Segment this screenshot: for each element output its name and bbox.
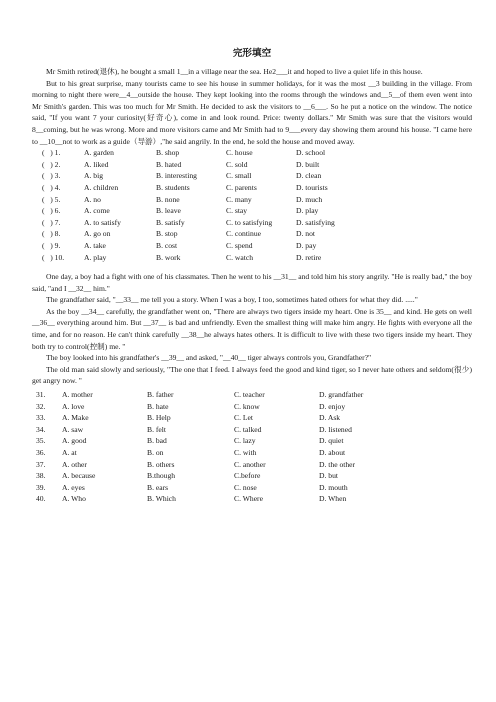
question-row — [42, 240, 376, 252]
option-b: B. felt — [147, 424, 166, 434]
option-a: A. to satisfy — [84, 217, 121, 227]
answer-bracket: ( ) — [42, 240, 55, 250]
option-c: C. with — [234, 448, 257, 457]
option-a: A. no — [84, 194, 101, 204]
question-number-label: 1. — [54, 148, 61, 158]
question-number — [36, 470, 62, 482]
option-c: C. talked — [234, 424, 262, 434]
option-b: B. none — [156, 194, 180, 204]
option-c: C. sold — [226, 159, 248, 169]
option-c: C. watch — [226, 252, 253, 262]
answer-bracket: ( ) — [42, 252, 55, 262]
option-d: D. not — [296, 229, 315, 239]
option-d: D. retire — [296, 252, 322, 262]
question-number-label: 35. — [36, 436, 46, 446]
question-row — [42, 182, 376, 194]
question-number — [36, 435, 62, 447]
question-number — [42, 159, 84, 171]
option-c: C. another — [234, 459, 266, 469]
question-number-label: 32. — [36, 401, 46, 411]
passage-one — [32, 66, 472, 147]
passage-paragraph: The grandfather said, "__33__ me tell you a story. When I was a boy, I too, sometimes hated others for what they did. ....." — [46, 295, 418, 305]
question-number-label: 37. — [36, 459, 46, 469]
question-number-label: 40. — [36, 494, 46, 504]
option-c: C. spend — [226, 240, 253, 250]
option-d: D. play — [296, 206, 319, 216]
question-row — [36, 435, 399, 447]
option-b: B. Which — [147, 494, 176, 504]
option-c: C. parents — [226, 182, 257, 192]
question-number-label: 33. — [36, 413, 46, 423]
option-c: C. small — [226, 171, 252, 181]
option-a: A. go on — [84, 229, 111, 239]
question-row — [36, 412, 399, 424]
option-b: B. father — [147, 390, 174, 400]
option-d: D. much — [296, 194, 323, 204]
answer-bracket: ( ) — [42, 148, 55, 158]
option-a: A. love — [62, 401, 85, 411]
passage-two — [32, 271, 472, 387]
passage-paragraph: Mr Smith retired(退休), he bought a small 1__in a village near the sea. He2___it and hoped to live a quiet life in this house. — [46, 67, 423, 76]
question-row — [42, 194, 376, 206]
option-b: B.though — [147, 471, 176, 481]
passage-paragraph: The boy looked into his grandfather's __39__ and asked, "__40__ tiger always controls you, Grandfather?" — [46, 353, 372, 363]
question-row — [36, 447, 399, 459]
question-row — [36, 459, 399, 471]
option-c: C. Where — [234, 494, 263, 504]
option-c: C. continue — [226, 229, 262, 239]
question-number-label: 36. — [36, 448, 46, 457]
question-row — [42, 228, 376, 240]
question-number — [42, 228, 84, 240]
question-number — [42, 240, 84, 252]
option-d: D. listened — [319, 424, 352, 434]
options-table-one — [42, 147, 376, 263]
question-number-label: 3. — [54, 171, 61, 181]
option-a: A. mother — [62, 390, 93, 400]
question-number — [36, 482, 62, 494]
option-c: C. house — [226, 148, 253, 158]
passage-paragraph: One day, a boy had a fight with one of his classmates. Then he went to his __31__ and told him his story angrily. "He is really bad," the boy said, "and I __32__ him." — [32, 272, 472, 293]
option-c: C. nose — [234, 482, 257, 492]
option-a: A. liked — [84, 159, 109, 169]
option-b: B. cost — [156, 240, 178, 250]
question-number — [36, 389, 62, 401]
option-b: B. interesting — [156, 171, 197, 181]
option-a: A. other — [62, 459, 87, 469]
passage-paragraph: As the boy __34__ carefully, the grandfather went on, "There are always two tigers inside my heart. One is 35__ and kind. He gets on well __36__ everything around him. But __37__ is bad and unfriendly. Even the smallest thing will make him angry. He fights with everyone all the time, and for no reason. He can't think carefully __38__he always hates others. It is difficult to live with these two tigers inside my heart. They both try to control(控制) me. " — [32, 306, 472, 351]
option-d: D. satisfying — [296, 217, 335, 227]
question-row — [42, 252, 376, 264]
option-a: A. children — [84, 182, 119, 192]
option-d: D. Ask — [319, 413, 341, 423]
option-b: B. bad — [147, 436, 167, 446]
option-d: D. about — [319, 448, 346, 457]
question-number — [42, 147, 84, 159]
option-a: A. saw — [62, 424, 84, 434]
option-b: B. Help — [147, 413, 171, 423]
option-a: A. eyes — [62, 482, 85, 492]
question-row — [36, 470, 399, 482]
option-d: D. quiet — [319, 436, 344, 446]
option-b: B. hate — [147, 401, 169, 411]
answer-bracket: ( ) — [42, 206, 55, 216]
option-c: C. lazy — [234, 436, 256, 446]
question-number-label: 9. — [54, 240, 61, 250]
option-c: C. know — [234, 401, 260, 411]
option-d: D. the other — [319, 459, 356, 469]
question-number — [36, 424, 62, 436]
option-a: A. come — [84, 206, 110, 216]
question-number — [42, 182, 84, 194]
option-d: D. enjoy — [319, 401, 346, 411]
question-number-label: 2. — [54, 159, 61, 169]
option-c: C. teacher — [234, 390, 265, 400]
question-row — [42, 159, 376, 171]
option-b: B. stop — [156, 229, 178, 239]
question-number-label: 5. — [54, 194, 61, 204]
answer-bracket: ( ) — [42, 171, 55, 181]
option-d: D. mouth — [319, 482, 348, 492]
answer-bracket: ( ) — [42, 159, 55, 169]
question-number — [42, 170, 84, 182]
question-number-label: 10. — [54, 252, 65, 262]
option-c: C. stay — [226, 206, 248, 216]
option-b: B. leave — [156, 206, 181, 216]
question-number-label: 4. — [54, 182, 61, 192]
passage-paragraph: The old man said slowly and seriously, "The one that I feed. I always feed the good and kind tiger, so I never hate others and seldom(很少) get angry now. " — [32, 364, 472, 386]
answer-bracket: ( ) — [42, 182, 55, 192]
question-number-label: 7. — [54, 217, 61, 227]
option-a: A. garden — [84, 148, 114, 158]
option-b: B. hated — [156, 159, 182, 169]
question-number-label: 31. — [36, 390, 46, 400]
option-a: A. play — [84, 252, 107, 262]
option-d: D. but — [319, 471, 338, 481]
question-row — [42, 217, 376, 229]
question-number — [36, 459, 62, 471]
question-row — [36, 389, 399, 401]
option-a: A. at — [62, 448, 77, 457]
option-c: C. many — [226, 194, 252, 204]
option-b: B. satisfy — [156, 217, 185, 227]
question-row — [36, 424, 399, 436]
option-d: D. grandfather — [319, 390, 364, 400]
option-d: D. built — [296, 159, 320, 169]
question-row — [42, 147, 376, 159]
option-d: D. school — [296, 148, 326, 158]
question-number — [36, 401, 62, 413]
question-row — [42, 170, 376, 182]
question-number-label: 39. — [36, 482, 46, 492]
question-row — [36, 482, 399, 494]
question-number — [36, 493, 62, 505]
question-row — [36, 493, 399, 505]
option-b: B. others — [147, 459, 175, 469]
option-b: B. on — [147, 448, 164, 457]
option-a: A. because — [62, 471, 96, 481]
question-number — [42, 252, 84, 264]
answer-bracket: ( ) — [42, 217, 55, 227]
question-row — [42, 205, 376, 217]
option-d: D. pay — [296, 240, 317, 250]
question-number-label: 8. — [54, 229, 61, 239]
option-d: D. clean — [296, 171, 322, 181]
option-b: B. shop — [156, 148, 180, 158]
option-a: A. big — [84, 171, 103, 181]
question-number-label: 38. — [36, 471, 46, 481]
option-b: B. ears — [147, 482, 169, 492]
question-number — [42, 217, 84, 229]
option-c: C. Let — [234, 413, 253, 423]
option-d: D. tourists — [296, 182, 328, 192]
question-number — [42, 205, 84, 217]
option-c: C. to satisfying — [226, 217, 273, 227]
option-a: A. good — [62, 436, 87, 446]
option-a: A. Make — [62, 413, 89, 423]
answer-bracket: ( ) — [42, 229, 55, 239]
answer-bracket: ( ) — [42, 194, 55, 204]
option-b: B. work — [156, 252, 181, 262]
question-row — [36, 401, 399, 413]
question-number — [42, 194, 84, 206]
option-c: C.before — [234, 471, 261, 481]
option-d: D. When — [319, 494, 347, 504]
question-number-label: 34. — [36, 424, 46, 434]
page-title: 完形填空 — [232, 48, 272, 59]
question-number-label: 6. — [54, 206, 61, 216]
question-number — [36, 412, 62, 424]
passage-paragraph: But to his great surprise, many tourists came to see his house in summer holidays, for it was the most __3 building in the village. From morning to night there were__4__outside the house. They kept looking into the rooms through the windows and__5__of them even went into Mr Smith's garden. This was too much for Mr Smith. He decided to ask the visitors to __6___. So he put a notice on the window. The notice said, "If you want 7 your curiosity(好奇心), come in and look round. Price: twenty dollars." Mr Smith was sure that the visitors would 8__coming, but he was wrong. More and more visitors came and Mr Smith had to 9___every day showing them around his house. "I came here to __10__not to work as a guide（导游）,"he said angrily. In the end, he sold the house and moved away. — [32, 78, 472, 146]
options-table-two — [36, 389, 399, 505]
question-number — [36, 447, 62, 459]
option-a: A. Who — [62, 494, 86, 504]
option-b: B. students — [156, 182, 190, 192]
option-a: A. take — [84, 240, 106, 250]
